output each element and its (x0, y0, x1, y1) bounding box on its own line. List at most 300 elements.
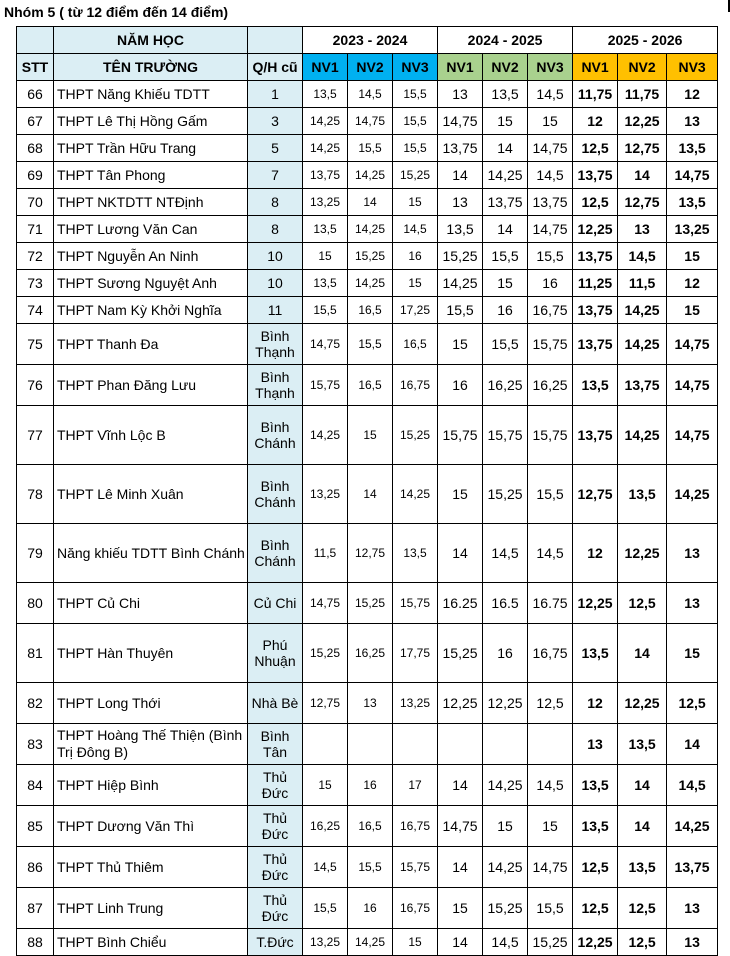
row-district: Củ Chi (248, 583, 303, 624)
row-score-s23-nv1: 14,25 (303, 135, 348, 162)
row-stt: 84 (17, 765, 54, 806)
row-score-s25-nv3: 14,25 (667, 465, 718, 524)
row-score-s23-nv2: 15 (348, 406, 393, 465)
row-score-s24-nv3: 15 (528, 806, 573, 847)
table-row (17, 81, 718, 108)
row-school-name: THPT Lê Minh Xuân (54, 465, 248, 524)
row-score-s24-nv1: 13,5 (438, 216, 483, 243)
row-stt: 78 (17, 465, 54, 524)
row-score-s24-nv1: 15,75 (438, 406, 483, 465)
row-score-s23-nv3: 17 (393, 765, 438, 806)
row-score-s24-nv3: 14,75 (528, 135, 573, 162)
row-score-s23-nv1 (303, 724, 348, 765)
row-school-name: THPT Hiệp Bình (54, 765, 248, 806)
row-score-s23-nv2: 15,25 (348, 243, 393, 270)
table-row (17, 583, 718, 624)
row-score-s25-nv3: 14,75 (667, 365, 718, 406)
row-score-s25-nv3: 13 (667, 583, 718, 624)
row-score-s23-nv1: 15 (303, 765, 348, 806)
row-score-s25-nv3: 13,75 (667, 847, 718, 888)
row-score-s25-nv1: 11,25 (573, 270, 618, 297)
row-score-s25-nv1: 13,5 (573, 806, 618, 847)
row-school-name: THPT Củ Chi (54, 583, 248, 624)
header-nv1-2023: NV1 (303, 54, 348, 81)
row-score-s25-nv2: 12,25 (618, 108, 667, 135)
row-score-s23-nv1: 13,25 (303, 465, 348, 524)
row-district: 7 (248, 162, 303, 189)
row-score-s25-nv1: 13,75 (573, 297, 618, 324)
row-score-s25-nv1: 13,75 (573, 406, 618, 465)
row-school-name: THPT Linh Trung (54, 888, 248, 929)
row-school-name: THPT Thủ Thiêm (54, 847, 248, 888)
row-stt: 77 (17, 406, 54, 465)
row-stt: 72 (17, 243, 54, 270)
row-score-s25-nv2: 11,5 (618, 270, 667, 297)
row-score-s25-nv1: 13,5 (573, 765, 618, 806)
row-district: 1 (248, 81, 303, 108)
row-score-s23-nv1: 15,75 (303, 365, 348, 406)
row-score-s25-nv2: 12,25 (618, 683, 667, 724)
row-score-s23-nv3: 14,5 (393, 216, 438, 243)
row-score-s25-nv3: 13,25 (667, 216, 718, 243)
row-score-s25-nv3: 13 (667, 929, 718, 956)
row-school-name: THPT Năng Khiếu TDTT (54, 81, 248, 108)
row-score-s23-nv1: 13,75 (303, 162, 348, 189)
row-score-s23-nv2: 12,75 (348, 524, 393, 583)
row-score-s23-nv1: 13,5 (303, 81, 348, 108)
row-stt: 79 (17, 524, 54, 583)
row-score-s23-nv3: 15,25 (393, 162, 438, 189)
row-score-s24-nv2: 16 (483, 297, 528, 324)
table-row (17, 270, 718, 297)
row-school-name: THPT Sương Nguyệt Anh (54, 270, 248, 297)
row-score-s25-nv1: 11,75 (573, 81, 618, 108)
row-score-s24-nv3: 15,75 (528, 406, 573, 465)
row-stt: 76 (17, 365, 54, 406)
row-score-s24-nv2: 16.5 (483, 583, 528, 624)
row-score-s25-nv1: 12,25 (573, 929, 618, 956)
row-stt: 74 (17, 297, 54, 324)
table-row (17, 108, 718, 135)
row-score-s25-nv2: 11,75 (618, 81, 667, 108)
row-score-s23-nv1: 11,5 (303, 524, 348, 583)
row-score-s24-nv3: 15,5 (528, 243, 573, 270)
row-stt: 87 (17, 888, 54, 929)
row-score-s24-nv1: 14,75 (438, 806, 483, 847)
row-score-s24-nv1: 14,75 (438, 108, 483, 135)
row-score-s25-nv3: 14 (667, 724, 718, 765)
row-score-s24-nv3: 16 (528, 270, 573, 297)
row-score-s24-nv3: 14,75 (528, 847, 573, 888)
row-school-name: THPT Tân Phong (54, 162, 248, 189)
row-score-s24-nv3: 14,75 (528, 216, 573, 243)
row-stt: 70 (17, 189, 54, 216)
row-score-s24-nv3: 14,5 (528, 765, 573, 806)
table-row (17, 243, 718, 270)
row-score-s25-nv1: 13,5 (573, 624, 618, 683)
header-nv1-2024: NV1 (438, 54, 483, 81)
row-school-name: THPT Vĩnh Lộc B (54, 406, 248, 465)
table-row (17, 683, 718, 724)
row-score-s23-nv2: 16 (348, 765, 393, 806)
row-score-s25-nv1: 12,75 (573, 465, 618, 524)
row-score-s24-nv2: 13,5 (483, 81, 528, 108)
table-row (17, 365, 718, 406)
row-score-s24-nv2: 15,75 (483, 406, 528, 465)
header-nv2-2025: NV2 (618, 54, 667, 81)
row-score-s25-nv3: 13 (667, 108, 718, 135)
row-score-s24-nv2: 14,5 (483, 524, 528, 583)
row-score-s23-nv3: 15 (393, 929, 438, 956)
row-school-name: THPT Dương Văn Thì (54, 806, 248, 847)
row-score-s25-nv1: 13,75 (573, 243, 618, 270)
row-score-s23-nv2: 15,5 (348, 847, 393, 888)
row-score-s24-nv3 (528, 724, 573, 765)
row-district: Phú Nhuận (248, 624, 303, 683)
row-score-s25-nv1: 13,75 (573, 162, 618, 189)
row-score-s23-nv2: 16,5 (348, 297, 393, 324)
row-score-s24-nv3: 16.75 (528, 583, 573, 624)
row-score-s25-nv2: 12,25 (618, 524, 667, 583)
row-score-s24-nv3: 15,25 (528, 929, 573, 956)
row-score-s23-nv2: 14,75 (348, 108, 393, 135)
row-score-s24-nv1 (438, 724, 483, 765)
table-row (17, 806, 718, 847)
row-district: 11 (248, 297, 303, 324)
row-score-s23-nv2: 15,25 (348, 583, 393, 624)
row-score-s23-nv3: 15,25 (393, 406, 438, 465)
row-score-s23-nv3: 15,75 (393, 583, 438, 624)
row-school-name: THPT Trần Hữu Trang (54, 135, 248, 162)
header-row-columns (17, 54, 718, 81)
row-score-s25-nv3: 13,5 (667, 189, 718, 216)
row-score-s25-nv1: 12,25 (573, 583, 618, 624)
row-score-s25-nv3: 13 (667, 524, 718, 583)
row-score-s25-nv3: 12,5 (667, 683, 718, 724)
row-score-s24-nv2: 12,25 (483, 683, 528, 724)
row-score-s25-nv2: 14 (618, 624, 667, 683)
table-row (17, 297, 718, 324)
row-score-s24-nv3: 16,75 (528, 297, 573, 324)
table-row (17, 888, 718, 929)
row-score-s23-nv1: 15,25 (303, 624, 348, 683)
row-score-s23-nv3: 15,75 (393, 847, 438, 888)
row-score-s25-nv1: 12 (573, 524, 618, 583)
row-score-s24-nv1: 13,75 (438, 135, 483, 162)
header-row-years (17, 27, 718, 54)
table-row (17, 847, 718, 888)
header-nv3-2024: NV3 (528, 54, 573, 81)
row-score-s23-nv3: 14,25 (393, 465, 438, 524)
header-year-2025: 2025 - 2026 (573, 27, 718, 54)
table-row (17, 624, 718, 683)
row-school-name: THPT Lê Thị Hồng Gấm (54, 108, 248, 135)
row-score-s23-nv1: 14,25 (303, 406, 348, 465)
row-district: T.Đức (248, 929, 303, 956)
row-score-s23-nv1: 15,5 (303, 297, 348, 324)
row-score-s23-nv1: 14,25 (303, 108, 348, 135)
header-year-2023: 2023 - 2024 (303, 27, 438, 54)
row-score-s23-nv3: 17,25 (393, 297, 438, 324)
row-score-s24-nv2: 15 (483, 270, 528, 297)
row-score-s25-nv2: 14 (618, 162, 667, 189)
row-score-s23-nv3: 13,5 (393, 524, 438, 583)
row-score-s25-nv2: 13 (618, 216, 667, 243)
row-score-s25-nv2: 14,25 (618, 297, 667, 324)
row-score-s25-nv2: 14,25 (618, 324, 667, 365)
row-score-s23-nv3: 16 (393, 243, 438, 270)
row-district: Thủ Đức (248, 765, 303, 806)
row-score-s23-nv2: 14,25 (348, 162, 393, 189)
row-score-s24-nv1: 15 (438, 465, 483, 524)
row-school-name: THPT Hoàng Thế Thiện (Bình Trị Đông B) (54, 724, 248, 765)
row-score-s25-nv3: 12 (667, 81, 718, 108)
row-score-s24-nv2: 16,25 (483, 365, 528, 406)
row-score-s24-nv2: 15,5 (483, 243, 528, 270)
row-score-s23-nv1: 13,5 (303, 216, 348, 243)
row-score-s24-nv1: 16 (438, 365, 483, 406)
row-district: Nhà Bè (248, 683, 303, 724)
row-stt: 67 (17, 108, 54, 135)
header-qh: Q/H cũ (248, 54, 303, 81)
row-district: Bình Chánh (248, 524, 303, 583)
row-stt: 85 (17, 806, 54, 847)
row-score-s25-nv2: 14 (618, 806, 667, 847)
row-score-s24-nv1: 16.25 (438, 583, 483, 624)
row-district: Bình Chánh (248, 465, 303, 524)
row-score-s23-nv2: 13 (348, 683, 393, 724)
table-title: Nhóm 5 ( từ 12 điểm đến 14 điểm) (4, 4, 229, 20)
row-score-s24-nv1: 14 (438, 162, 483, 189)
row-district: 10 (248, 270, 303, 297)
row-stt: 82 (17, 683, 54, 724)
header-nv3-2023: NV3 (393, 54, 438, 81)
row-score-s24-nv3: 15,75 (528, 324, 573, 365)
table-row (17, 189, 718, 216)
row-score-s23-nv2: 14,25 (348, 270, 393, 297)
admission-scores-table (16, 26, 718, 956)
row-score-s23-nv2 (348, 724, 393, 765)
row-score-s23-nv1: 12,75 (303, 683, 348, 724)
row-score-s23-nv3: 13,25 (393, 683, 438, 724)
row-score-s24-nv1: 14 (438, 765, 483, 806)
row-score-s24-nv3: 14,5 (528, 162, 573, 189)
row-score-s23-nv2: 15,5 (348, 135, 393, 162)
row-score-s23-nv1: 15 (303, 243, 348, 270)
table-row (17, 724, 718, 765)
row-score-s24-nv2: 15,5 (483, 324, 528, 365)
row-score-s24-nv2: 15,25 (483, 888, 528, 929)
row-score-s25-nv2: 12,5 (618, 929, 667, 956)
row-score-s25-nv3: 13,5 (667, 135, 718, 162)
row-stt: 86 (17, 847, 54, 888)
row-score-s25-nv3: 14,75 (667, 406, 718, 465)
table-row (17, 929, 718, 956)
table-row (17, 162, 718, 189)
row-district: 8 (248, 216, 303, 243)
row-score-s25-nv2: 12,75 (618, 135, 667, 162)
header-blank-qh (248, 27, 303, 54)
row-score-s24-nv2: 15,25 (483, 465, 528, 524)
row-district: 5 (248, 135, 303, 162)
table-row (17, 216, 718, 243)
row-score-s25-nv3: 14,5 (667, 765, 718, 806)
row-stt: 71 (17, 216, 54, 243)
row-score-s24-nv1: 14 (438, 929, 483, 956)
row-district: Thủ Đức (248, 806, 303, 847)
table-row (17, 465, 718, 524)
row-score-s25-nv2: 14,25 (618, 406, 667, 465)
row-score-s25-nv2: 12,75 (618, 189, 667, 216)
row-school-name: THPT Long Thới (54, 683, 248, 724)
row-score-s23-nv1: 16,25 (303, 806, 348, 847)
table-row (17, 765, 718, 806)
row-score-s24-nv1: 15,5 (438, 297, 483, 324)
row-score-s25-nv3: 12 (667, 270, 718, 297)
row-district: Bình Chánh (248, 406, 303, 465)
row-score-s25-nv1: 12,5 (573, 888, 618, 929)
row-score-s24-nv3: 15,5 (528, 465, 573, 524)
row-score-s23-nv3: 15 (393, 270, 438, 297)
row-stt: 66 (17, 81, 54, 108)
row-score-s24-nv2: 14,25 (483, 765, 528, 806)
row-score-s23-nv1: 13,5 (303, 270, 348, 297)
row-score-s23-nv2: 15,5 (348, 324, 393, 365)
row-score-s24-nv3: 14,5 (528, 524, 573, 583)
row-score-s23-nv3: 17,75 (393, 624, 438, 683)
row-score-s25-nv1: 13,75 (573, 324, 618, 365)
row-score-s23-nv1: 15,5 (303, 888, 348, 929)
row-score-s23-nv2: 16 (348, 888, 393, 929)
row-score-s23-nv2: 14,25 (348, 216, 393, 243)
row-score-s25-nv2: 12,5 (618, 583, 667, 624)
header-year-2024: 2024 - 2025 (438, 27, 573, 54)
row-school-name: THPT Thanh Đa (54, 324, 248, 365)
row-score-s24-nv1: 14,25 (438, 270, 483, 297)
row-score-s24-nv2: 16 (483, 624, 528, 683)
row-score-s25-nv2: 13,5 (618, 847, 667, 888)
header-nv2-2024: NV2 (483, 54, 528, 81)
row-score-s24-nv3: 15 (528, 108, 573, 135)
row-district: 10 (248, 243, 303, 270)
row-score-s23-nv1: 14,75 (303, 324, 348, 365)
row-score-s23-nv3: 16,5 (393, 324, 438, 365)
row-score-s23-nv2: 14 (348, 465, 393, 524)
row-district: 3 (248, 108, 303, 135)
table-row (17, 135, 718, 162)
row-score-s25-nv2: 13,5 (618, 465, 667, 524)
row-score-s25-nv1: 12,25 (573, 216, 618, 243)
row-district: Bình Thạnh (248, 365, 303, 406)
row-score-s25-nv3: 13 (667, 888, 718, 929)
row-school-name: Năng khiếu TDTT Bình Chánh (54, 524, 248, 583)
row-score-s25-nv3: 15 (667, 624, 718, 683)
row-school-name: THPT Hàn Thuyên (54, 624, 248, 683)
row-score-s25-nv2: 14 (618, 765, 667, 806)
header-nv1-2025: NV1 (573, 54, 618, 81)
row-score-s24-nv2: 14,25 (483, 162, 528, 189)
row-score-s23-nv2: 14,5 (348, 81, 393, 108)
row-score-s24-nv3: 16,75 (528, 624, 573, 683)
row-score-s24-nv1: 15,25 (438, 243, 483, 270)
row-score-s23-nv1: 13,25 (303, 929, 348, 956)
row-score-s25-nv2: 13,75 (618, 365, 667, 406)
row-stt: 75 (17, 324, 54, 365)
row-score-s25-nv1: 12 (573, 108, 618, 135)
row-stt: 83 (17, 724, 54, 765)
row-stt: 80 (17, 583, 54, 624)
row-score-s25-nv1: 12,5 (573, 135, 618, 162)
row-score-s25-nv2: 13,5 (618, 724, 667, 765)
row-score-s24-nv3: 16,25 (528, 365, 573, 406)
row-score-s23-nv3: 15 (393, 189, 438, 216)
header-blank-stt (17, 27, 54, 54)
row-score-s24-nv1: 14 (438, 847, 483, 888)
row-district: Thủ Đức (248, 888, 303, 929)
row-score-s24-nv2 (483, 724, 528, 765)
row-score-s24-nv2: 13,75 (483, 189, 528, 216)
row-score-s25-nv2: 12,5 (618, 888, 667, 929)
table-row (17, 324, 718, 365)
row-score-s24-nv2: 15 (483, 108, 528, 135)
row-score-s24-nv1: 15 (438, 888, 483, 929)
row-score-s25-nv1: 13,5 (573, 365, 618, 406)
header-nv3-2025: NV3 (667, 54, 718, 81)
row-score-s25-nv1: 12,5 (573, 847, 618, 888)
row-district: 8 (248, 189, 303, 216)
row-score-s23-nv2: 16,5 (348, 365, 393, 406)
row-school-name: THPT Bình Chiểu (54, 929, 248, 956)
row-score-s25-nv3: 15 (667, 243, 718, 270)
row-score-s25-nv2: 14,5 (618, 243, 667, 270)
row-score-s23-nv2: 14,25 (348, 929, 393, 956)
row-school-name: THPT Nam Kỳ Khởi Nghĩa (54, 297, 248, 324)
row-stt: 73 (17, 270, 54, 297)
header-nam-hoc: NĂM HỌC (54, 27, 248, 54)
row-score-s23-nv1: 14,5 (303, 847, 348, 888)
row-score-s23-nv3: 15,5 (393, 108, 438, 135)
row-score-s25-nv1: 12 (573, 683, 618, 724)
row-score-s24-nv1: 13 (438, 81, 483, 108)
row-score-s23-nv2: 14 (348, 189, 393, 216)
row-score-s24-nv2: 14,25 (483, 847, 528, 888)
row-stt: 81 (17, 624, 54, 683)
row-school-name: THPT Phan Đăng Lưu (54, 365, 248, 406)
row-score-s24-nv3: 15,5 (528, 888, 573, 929)
row-score-s23-nv1: 13,25 (303, 189, 348, 216)
header-nv2-2023: NV2 (348, 54, 393, 81)
table-row (17, 406, 718, 465)
row-score-s23-nv3: 16,75 (393, 365, 438, 406)
row-score-s23-nv2: 16,5 (348, 806, 393, 847)
row-score-s25-nv3: 14,75 (667, 324, 718, 365)
row-score-s23-nv3: 16,75 (393, 888, 438, 929)
row-district: Bình Tân (248, 724, 303, 765)
row-stt: 69 (17, 162, 54, 189)
row-score-s24-nv3: 14,5 (528, 81, 573, 108)
header-stt: STT (17, 54, 54, 81)
row-score-s25-nv3: 15 (667, 297, 718, 324)
row-score-s24-nv2: 14 (483, 135, 528, 162)
row-score-s23-nv1: 14,75 (303, 583, 348, 624)
header-ten-truong: TÊN TRƯỜNG (54, 54, 248, 81)
row-score-s25-nv1: 12,5 (573, 189, 618, 216)
row-score-s24-nv2: 14,5 (483, 929, 528, 956)
row-score-s24-nv1: 15 (438, 324, 483, 365)
row-school-name: THPT NKTDTT NTĐịnh (54, 189, 248, 216)
row-school-name: THPT Nguyễn An Ninh (54, 243, 248, 270)
row-score-s24-nv3: 13,75 (528, 189, 573, 216)
